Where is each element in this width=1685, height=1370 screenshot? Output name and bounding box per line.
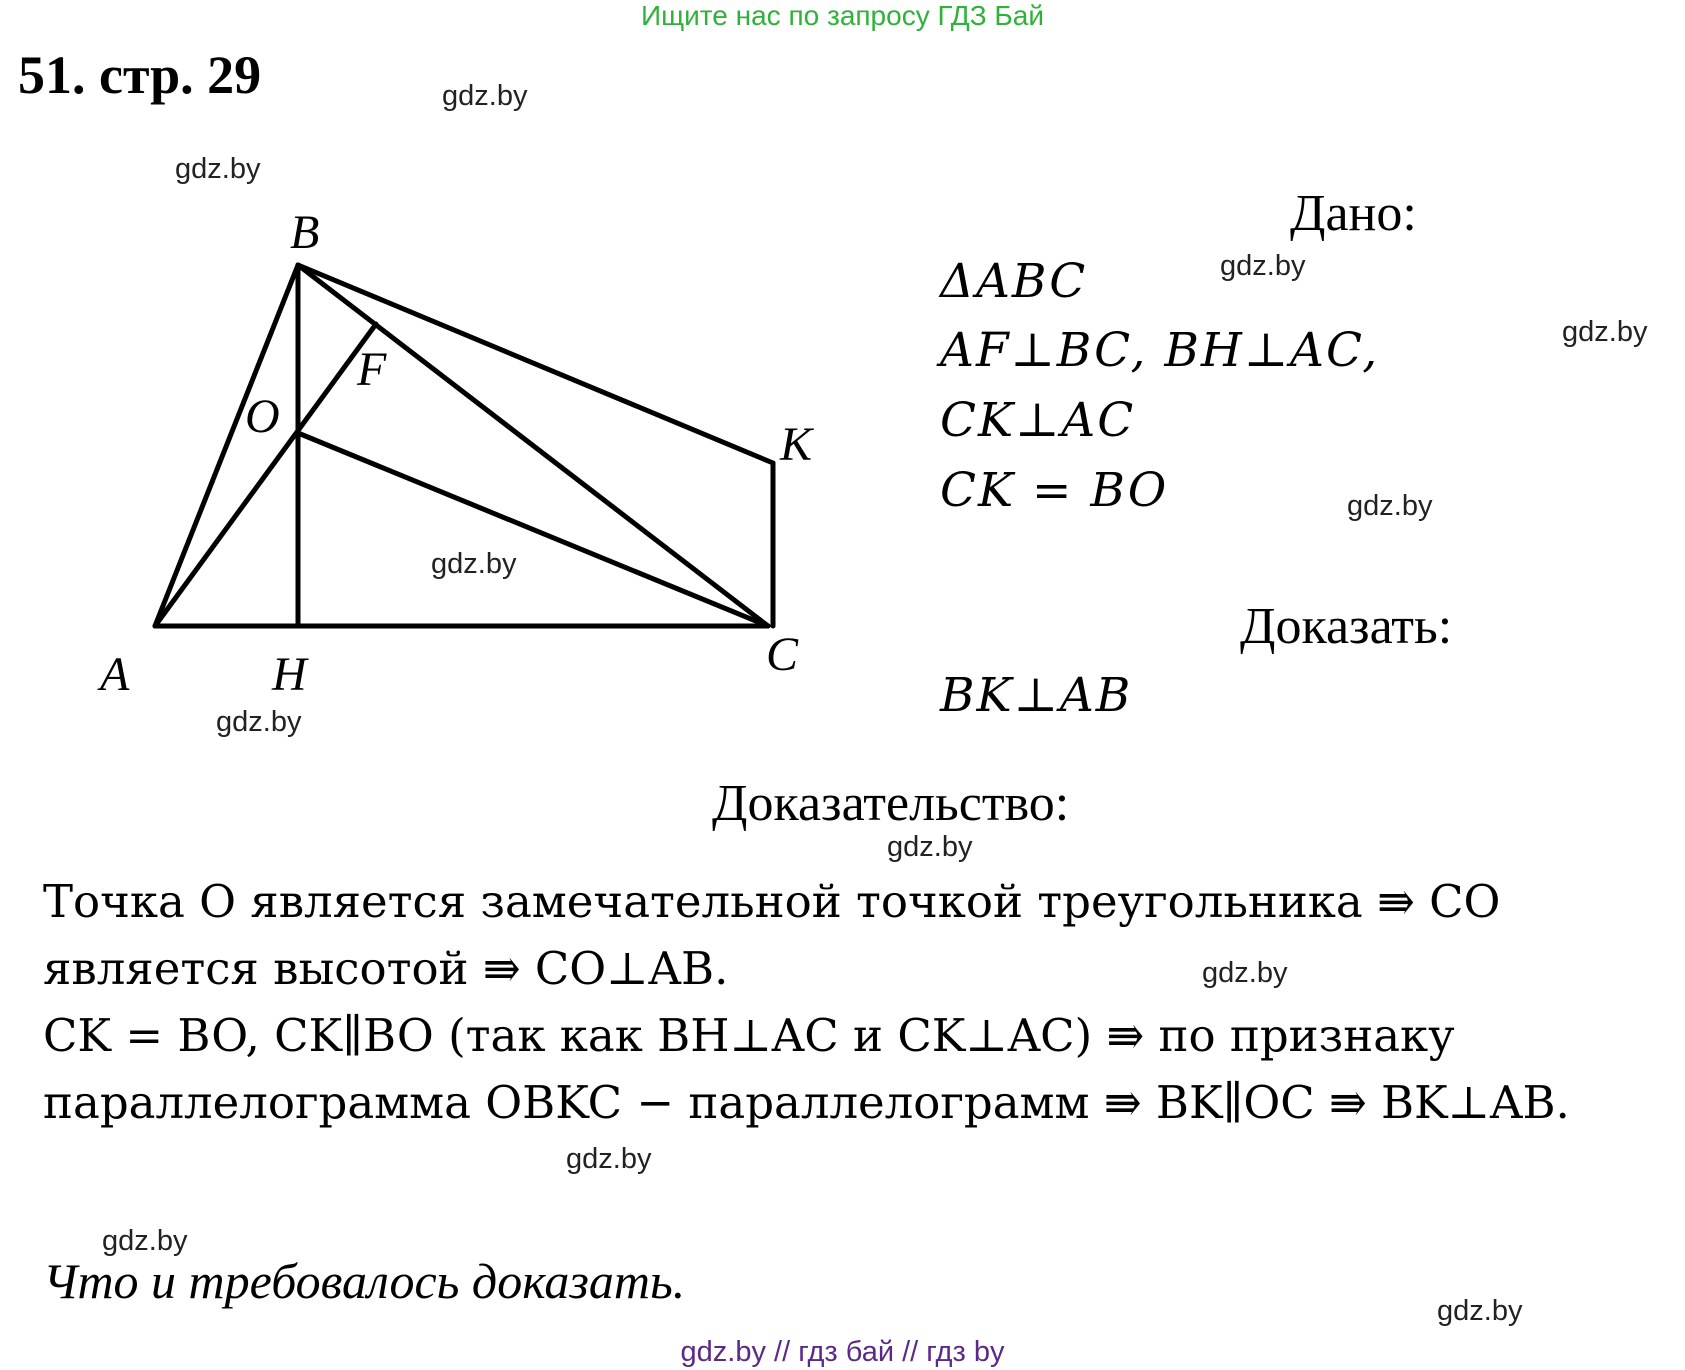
- proof-paragraph: Точка O является замечательной точкой треугольника ⇛ CO является высотой ⇛ CO⊥AB.: [43, 875, 1501, 995]
- given-line: CK = BO: [940, 463, 1169, 518]
- watermark: gdz.by: [102, 1225, 188, 1257]
- point-label-h: H: [272, 648, 307, 701]
- point-label-c: C: [766, 628, 799, 681]
- proof-conclusion: Что и требовалось доказать.: [43, 1253, 686, 1309]
- watermark: gdz.by: [1437, 1295, 1523, 1327]
- point-label-a: A: [100, 648, 130, 701]
- watermark: gdz.by: [442, 80, 528, 112]
- watermark: gdz.by: [1347, 490, 1433, 522]
- prove-statement: BK⊥AB: [940, 668, 1133, 723]
- watermark: gdz.by: [1220, 250, 1306, 282]
- point-label-k: K: [780, 418, 813, 471]
- point-label-o: O: [245, 390, 280, 443]
- footer-links[interactable]: gdz.by // гдз бай // гдз by: [680, 1336, 1005, 1368]
- given-line: ΔABC: [940, 254, 1088, 309]
- watermark: gdz.by: [566, 1143, 652, 1175]
- segment-ab: [155, 265, 298, 626]
- segment-oc: [298, 433, 768, 626]
- segment-bc: [298, 265, 768, 626]
- segment-af: [155, 324, 376, 626]
- watermark: gdz.by: [1562, 316, 1648, 348]
- geometry-figure: [0, 0, 900, 740]
- watermark: gdz.by: [1202, 957, 1288, 989]
- task-title: 51. стр. 29: [18, 45, 262, 105]
- prove-heading: Доказать:: [1240, 598, 1453, 655]
- given-line: AF⊥BC, BH⊥AC,: [940, 323, 1380, 378]
- proof-paragraph: CK = BO, CK∥BO (так как BH⊥AC и CK⊥AC) ⇛ по признаку параллелограмма OBKC − параллелограмм ⇛ BK∥OC ⇛ BK⊥AB.: [43, 1009, 1570, 1129]
- point-label-f: F: [357, 343, 387, 396]
- watermark: gdz.by: [887, 831, 973, 863]
- point-label-b: B: [290, 206, 320, 259]
- watermark: gdz.by: [216, 706, 302, 738]
- watermark: gdz.by: [175, 153, 261, 185]
- proof-body: [43, 868, 1663, 1136]
- search-banner[interactable]: Ищите нас по запросу ГДЗ Бай: [640, 0, 1045, 31]
- given-heading: Дано:: [1290, 185, 1417, 242]
- given-line: CK⊥AC: [940, 393, 1136, 448]
- watermark: gdz.by: [431, 548, 517, 580]
- proof-heading: Доказательство:: [712, 775, 1070, 832]
